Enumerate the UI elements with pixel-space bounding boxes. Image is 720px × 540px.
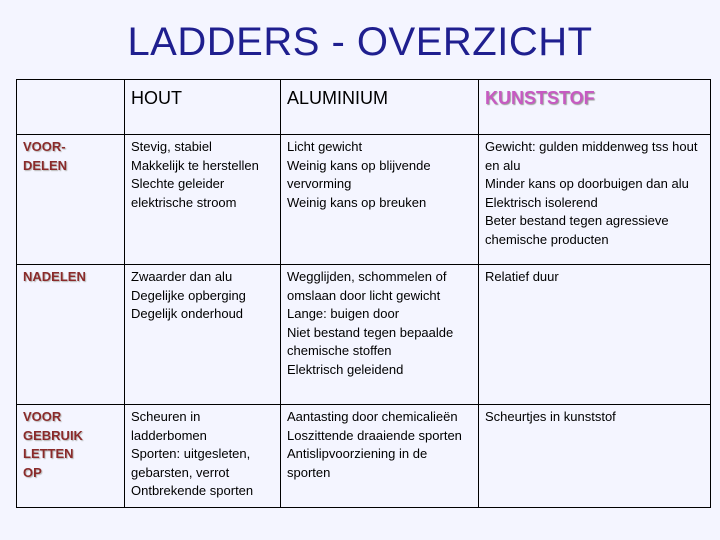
list-item: Gewicht: gulden middenweg tss hout en alu <box>485 139 698 173</box>
cell-voordelen-hout <box>125 135 281 265</box>
list-item: Wegglijden, schommelen of omslaan door licht gewicht <box>287 269 447 303</box>
row-label-text: NADELEN <box>23 269 86 284</box>
cell-nadelen-hout <box>125 265 281 405</box>
list-item: Makkelijk te herstellen <box>131 157 259 173</box>
cell-voordelen-kunststof <box>479 135 711 265</box>
list-item: Degelijke opberging <box>131 287 246 303</box>
list-item: Slechte geleider elektrische stroom <box>131 176 237 210</box>
list-item: Scheuren in ladderbomen <box>131 409 207 443</box>
cell-voordelen-aluminium <box>281 135 479 265</box>
list-item: Antislipvoorziening in de sporten <box>287 446 428 480</box>
list-item: Weinig kans op breuken <box>287 194 427 210</box>
header-cell-aluminium: ALUMINIUM <box>281 80 479 135</box>
list-item: Niet bestand tegen bepaalde chemische stoffen <box>287 324 454 358</box>
list-item: Zwaarder dan alu <box>131 269 233 284</box>
list-item: Beter bestand tegen agressieve chemische producten <box>485 213 669 247</box>
cell-gebruik-kunststof <box>479 405 711 508</box>
header-cell-kunststof: KUNSTSTOF <box>479 80 711 135</box>
list-item: Aantasting door chemicalieën <box>287 409 458 424</box>
row-label-voor-gebruik <box>17 405 125 508</box>
list-item: Minder kans op doorbuigen dan alu <box>485 176 689 191</box>
list-item: Ontbrekende sporten <box>131 483 254 498</box>
list-item: Elektrisch isolerend <box>485 194 598 210</box>
list-item: Relatief duur <box>485 269 559 284</box>
cell-gebruik-hout <box>125 405 281 508</box>
table-header-row <box>17 80 711 135</box>
list-item: Degelijk onderhoud <box>131 306 244 321</box>
list-item: Licht gewicht <box>287 139 363 154</box>
list-item: Elektrisch geleidend <box>287 361 404 377</box>
row-label-nadelen <box>17 265 125 405</box>
cell-gebruik-aluminium <box>281 405 479 508</box>
row-label-voordelen <box>17 135 125 265</box>
list-item: Weinig kans op blijvende vervorming <box>287 157 431 191</box>
list-item: Scheurtjes in kunststof <box>485 409 616 424</box>
cell-nadelen-aluminium <box>281 265 479 405</box>
list-item: Lange: buigen door <box>287 306 400 321</box>
row-label-text: VOOR GEBRUIK LETTEN OP <box>23 409 83 480</box>
cell-nadelen-kunststof <box>479 265 711 405</box>
table-row-voor-gebruik <box>17 405 711 508</box>
list-item: Stevig, stabiel <box>131 139 212 154</box>
list-item: Loszittende draaiende sporten <box>287 427 462 443</box>
page-title: LADDERS - OVERZICHT <box>127 20 593 64</box>
list-item: Sporten: uitgesleten, gebarsten, verrot <box>131 446 251 480</box>
header-cell-empty <box>17 80 125 135</box>
overview-table <box>16 79 711 508</box>
header-cell-hout: HOUT <box>125 80 281 135</box>
table-row-nadelen <box>17 265 711 405</box>
row-label-text: VOOR- DELEN <box>23 139 68 173</box>
table-row-voordelen <box>17 135 711 265</box>
